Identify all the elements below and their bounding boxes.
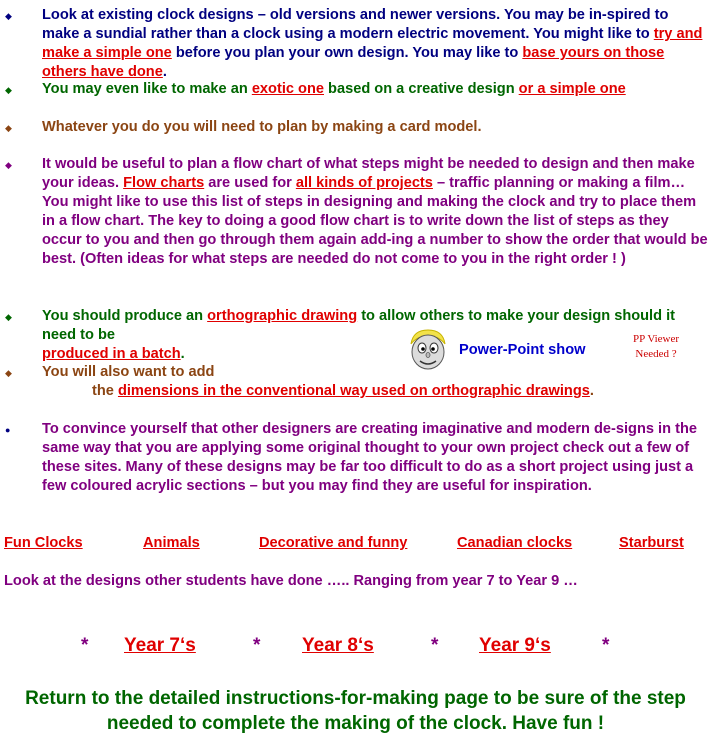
bullet-circle-icon: ● [5, 425, 11, 435]
bullet-text-flow-chart: It would be useful to plan a flow chart of what steps might be needed to design and then make your ideas. Flow charts are used for all kinds of projects – traffic planning or making a film… You might like to use this list of steps in designing and making the clock and try to place them in a flow chart. The key to doing a good flow chart is to write down the list of steps as they occur to you and then go through them again add-ing a number to show the order that would be best. (Often ideas for what steps are needed do not come to you in the right order ! ) [42, 156, 708, 267]
bullet-text-orthographic: You should produce an orthographic drawing to allow others to make your design should it need to be produced in a batch. [42, 308, 675, 362]
link-year-9[interactable]: Year 9‘s [479, 635, 551, 656]
link-canadian-clocks[interactable]: Canadian clocks [457, 535, 573, 551]
bullet-diamond-icon: ◆ [5, 160, 12, 170]
bullet-diamond-icon: ◆ [5, 312, 12, 322]
bullet-diamond-icon: ◆ [5, 123, 12, 133]
star-separator: * [602, 635, 610, 656]
students-designs-text: Look at the designs other students have done ….. Ranging from year 7 to Year 9 … [4, 573, 578, 589]
bullet-text-card-model: Whatever you do you will need to plan by making a card model. [42, 119, 482, 135]
link-starburst[interactable]: Starburst [619, 535, 684, 551]
link-fun-clocks[interactable]: Fun Clocks [4, 535, 83, 551]
bullet-text-dimensions: You will also want to add the dimensions in the conventional way used on orthographic drawings. [42, 364, 594, 399]
bullet-diamond-icon: ◆ [5, 11, 12, 21]
link-year-7[interactable]: Year 7‘s [124, 635, 196, 656]
link-exotic-one[interactable]: exotic one [251, 81, 324, 97]
link-decorative-funny[interactable]: Decorative and funny [259, 535, 408, 551]
return-instructions-link[interactable]: Return to the detailed instructions-for-making page to be sure of the step needed to complete the making of the clock. Have fun ! [25, 688, 686, 734]
link-all-kinds-projects[interactable]: all kinds of projects [295, 175, 433, 191]
link-orthographic-drawing[interactable]: orthographic drawing [207, 308, 358, 324]
link-year-8[interactable]: Year 8‘s [302, 635, 374, 656]
site-links-row [4, 534, 708, 554]
link-simple-one-2[interactable]: or a simple one [518, 81, 626, 97]
star-separator: * [253, 635, 261, 656]
link-base-on-others[interactable]: base yours on those others have done [42, 45, 665, 80]
bullet-text-exotic: You may even like to make an exotic one based on a creative design or a simple one [42, 81, 626, 97]
link-produced-batch[interactable]: produced in a batch [42, 346, 181, 362]
bullet-diamond-icon: ◆ [5, 85, 12, 95]
link-flow-charts[interactable]: Flow charts [123, 175, 205, 191]
year-links-row [0, 636, 711, 660]
star-separator: * [81, 635, 89, 656]
bullet-diamond-icon: ◆ [5, 368, 12, 378]
link-animals[interactable]: Animals [143, 535, 200, 551]
link-simple-one[interactable]: try and make a simple one [42, 26, 703, 61]
pp-viewer-note[interactable]: PP Viewer Needed ? [632, 333, 680, 360]
star-separator: * [431, 635, 439, 656]
powerpoint-show-link[interactable]: Power-Point show [459, 342, 586, 358]
bullet-text-other-designers: To convince yourself that other designers are creating imaginative and modern de-signs in the same way that you are applying some original thought to your own project check out a few of these sites. Many of these designs may be far too difficult to do as a short project using just a few coloured acrylic sections – but you may find they are useful for inspiration. [42, 421, 697, 494]
bullet-text-existing-designs: Look at existing clock designs – old versions and newer versions. You may be in-spired to make a sundial rather than a clock using a modern electric movement. You might like to try and make a simple one before you plan your own design. You may like to base yours on those others have done. [42, 7, 703, 80]
link-dimensions-conventional[interactable]: dimensions in the conventional way used on orthographic drawings [117, 383, 590, 399]
